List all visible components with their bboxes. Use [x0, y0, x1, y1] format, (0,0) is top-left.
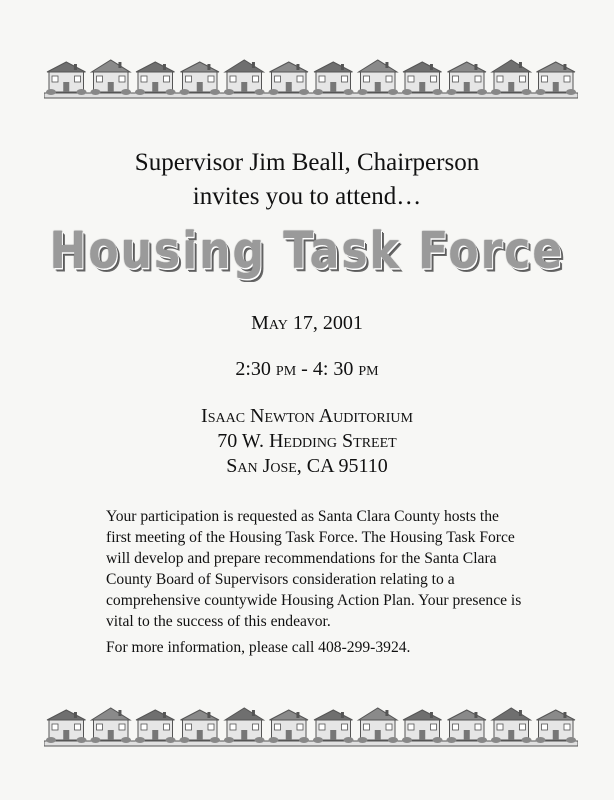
house-icon	[402, 710, 443, 743]
event-date: May 17, 2001	[251, 312, 363, 334]
house-icon	[180, 62, 221, 95]
row-of-houses-icon	[44, 56, 578, 100]
house-icon	[313, 62, 354, 95]
house-icon	[536, 710, 577, 743]
house-border-top	[44, 56, 578, 100]
venue-city: San Jose, CA 95110	[226, 455, 388, 477]
house-icon	[402, 62, 443, 95]
house-icon	[135, 710, 176, 743]
event-title: Housing Task Force	[49, 222, 565, 281]
house-icon	[46, 710, 87, 743]
house-icon	[358, 708, 399, 743]
house-icon	[135, 62, 176, 95]
house-icon	[491, 708, 532, 743]
house-icon	[269, 710, 310, 743]
row-of-houses-icon	[44, 704, 578, 748]
contact-line: For more information, please call 408-299-3924.	[106, 639, 411, 656]
house-icon	[46, 62, 87, 95]
venue-street: 70 W. Hedding Street	[217, 430, 397, 452]
host-line: Supervisor Jim Beall, Chairperson	[134, 149, 480, 176]
house-border-bottom	[44, 704, 578, 748]
house-icon	[358, 60, 399, 95]
house-icon	[180, 710, 221, 743]
event-time: 2:30 pm - 4: 30 pm	[235, 358, 379, 380]
house-icon	[91, 708, 132, 743]
house-icon	[491, 60, 532, 95]
house-icon	[447, 710, 488, 743]
venue-name: Isaac Newton Auditorium	[201, 405, 413, 427]
house-icon	[536, 62, 577, 95]
house-icon	[91, 60, 132, 95]
house-icon	[269, 62, 310, 95]
house-icon	[313, 710, 354, 743]
body-paragraph: Your participation is requested as Santa Clara County hosts the first meeting of the Housing Task Force. The Housing Task Force will develop and prepare recommendations for the Santa Clara County Board of Supervisors consideration relating to a comprehensive countywide Housing Action Plan. Your presence is vital to the success of this endeavor.	[106, 508, 522, 630]
house-icon	[447, 62, 488, 95]
invitation-line: invites you to attend…	[192, 183, 422, 210]
house-icon	[224, 60, 265, 95]
house-icon	[224, 708, 265, 743]
